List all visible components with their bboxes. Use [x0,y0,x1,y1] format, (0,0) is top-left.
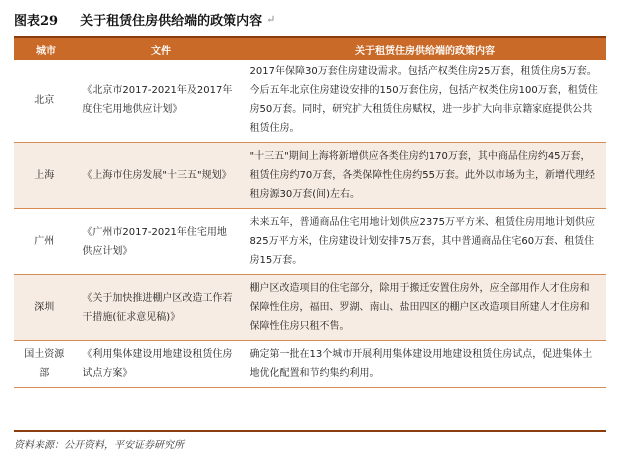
policy-content-cell: 2017年保障30万套住房建设需求。包括产权类住房25万套，租赁住房5万套。今后五年北京住房建设安排的150万套住房，包括产权类住房100万套，租赁住房50万套。同时，研究扩大租赁住房赋权，进一步扩大向非京籍家庭提供公共租赁住房。 [242,58,606,143]
policy-content-cell: 确定第一批在13个城市开展利用集体建设用地建设租赁住房试点，促进集体土地优化配置和节约集约利用。 [242,341,606,388]
source-note: 资料来源：公开资料，平安证券研究所 [14,430,606,450]
policy-content-cell: 棚户区改造项目的住宅部分，除用于搬迁安置住房外，应全部用作人才住房和保障性住房，福田、罗湖、南山、盐田四区的棚户区改造项目所建人才住房和保障性住房只租不售。 [242,275,606,341]
document-cell: 《关于加快推进棚户区改造工作若干措施(征求意见稿)》 [74,275,241,341]
policy-table [14,58,606,388]
city-cell: 上海 [14,143,74,209]
table-row [14,209,606,275]
city-cell: 北京 [14,58,74,143]
header-document: 文件 [151,45,171,57]
figure-label: 图表29 [14,13,59,29]
figure-title [14,6,606,32]
figure-title-text: 关于租赁住房供给端的政策内容 [80,13,263,29]
table-row [14,275,606,341]
table-header [14,36,606,60]
paragraph-mark: ↵ [266,12,276,26]
city-cell: 广州 [14,209,74,275]
document-cell: 《北京市2017-2021年及2017年度住宅用地供应计划》 [74,58,241,143]
document-cell: 《上海市住房发展"十三五"规划》 [74,143,241,209]
policy-content-cell: "十三五"期间上海将新增供应各类住房约170万套，其中商品住房约45万套，租赁住房约70万套，各类保障性住房约55万套。此外以市场为主，新增代理经租房源30万套(间)左右。 [242,143,606,209]
city-cell: 国土资源部 [14,341,74,388]
header-content: 关于租赁住房供给端的政策内容 [355,45,495,57]
table-row [14,143,606,209]
policy-content-cell: 未来五年，普通商品住宅用地计划供应2375万平方米、租赁住房用地计划供应825万平方米，住房建设计划安排75万套，其中普通商品住宅60万套、租赁住房15万套。 [242,209,606,275]
city-cell: 深圳 [14,275,74,341]
table-row [14,341,606,388]
table-row [14,58,606,143]
document-cell: 《利用集体建设用地建设租赁住房试点方案》 [74,341,241,388]
header-city: 城市 [36,45,56,57]
document-cell: 《广州市2017-2021年住宅用地供应计划》 [74,209,241,275]
